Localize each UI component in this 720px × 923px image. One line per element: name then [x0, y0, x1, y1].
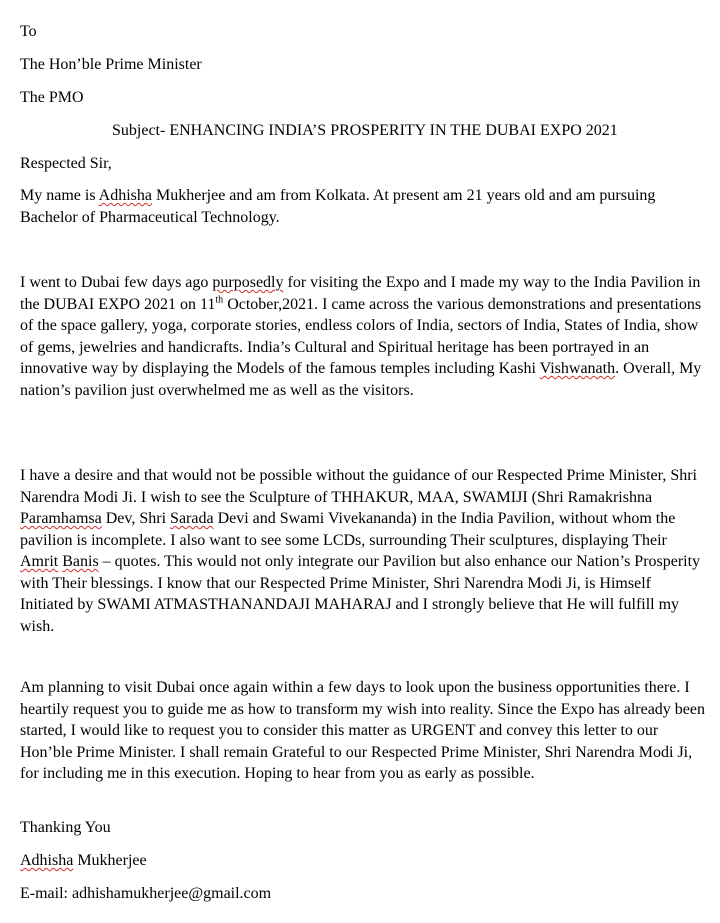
- spellcheck-word: Sarada: [170, 510, 214, 527]
- spellcheck-word: Paramhamsa: [20, 510, 102, 527]
- paragraph-expo-visit: I went to Dubai few days ago purposedly for visiting the Expo and I made my way to the India Pavilion in the DUBAI EXPO 2021 on 11th October,2021. I came across the various demonstrations and presentations of the space gallery, yoga, corporate stories, endless colors of India, sectors of India, States of India, show of gems, jewelries and handicrafts. India’s Cultural and Spiritual heritage has been portrayed in an innovative way by displaying the Models of the famous temples including Kashi Vishwanath. Overall, My nation’s pavilion just overwhelmed me as well as the visitors.: [20, 274, 702, 399]
- office-line: The PMO: [20, 89, 84, 106]
- paragraph-introduction: My name is Adhisha Mukherjee and am from Kolkata. At present am 21 years old and am pursuing Bachelor of Pharmaceutical Technology.: [20, 187, 656, 226]
- recipient-line: The Hon’ble Prime Minister: [20, 56, 202, 73]
- email-line: E-mail: adhishamukherjee@gmail.com: [20, 885, 272, 902]
- spellcheck-word: Banis: [62, 553, 99, 570]
- to-line: To: [20, 23, 37, 40]
- subject-line: Subject- ENHANCING INDIA’S PROSPERITY IN THE DUBAI EXPO 2021: [112, 122, 618, 139]
- spellcheck-word: purposedly: [212, 274, 284, 291]
- signature-name: Adhisha Mukherjee: [20, 852, 147, 869]
- spellcheck-word: Vishwanath: [539, 360, 616, 377]
- closing-line: Thanking You: [20, 819, 111, 836]
- paragraph-desire: I have a desire and that would not be possible without the guidance of our Respected Prime Minister, Shri Narendra Modi Ji. I wish to see the Sculpture of THHAKUR, MAA, SWAMIJI (Shri Ramakrishna Paramhamsa Dev, Shri Sarada Devi and Swami Vivekananda) in the India Pavilion, without whom the pavilion is incomplete. I also want to see some LCDs, surrounding Their sculptures, displaying Their Amrit Banis – quotes. This would not only integrate our Pavilion but also enhance our Nation’s Prosperity with Their blessings. I know that our Respected Prime Minister, Shri Narendra Modi Ji, is Himself Initiated by SWAMI ATMASTHANANDAJI MAHARAJ and I strongly believe that He will fulfill my wish.: [20, 467, 701, 635]
- spellcheck-word: Amrit: [20, 553, 59, 570]
- paragraph-request: Am planning to visit Dubai once again within a few days to look upon the business opportunities there. I heartily request you to guide me as how to transform my wish into reality. Since the Expo has already been started, I would like to request you to consider this matter as URGENT and convey this letter to our Hon’ble Prime Minister. I shall remain Grateful to our Respected Prime Minister, Shri Narendra Modi Ji, for including me in this execution. Hoping to hear from you as early as possible.: [20, 679, 706, 782]
- ordinal-suffix: th: [215, 294, 224, 306]
- spellcheck-word: Adhisha: [98, 187, 152, 204]
- salutation: Respected Sir,: [20, 155, 112, 172]
- spellcheck-word: Adhisha: [20, 852, 74, 869]
